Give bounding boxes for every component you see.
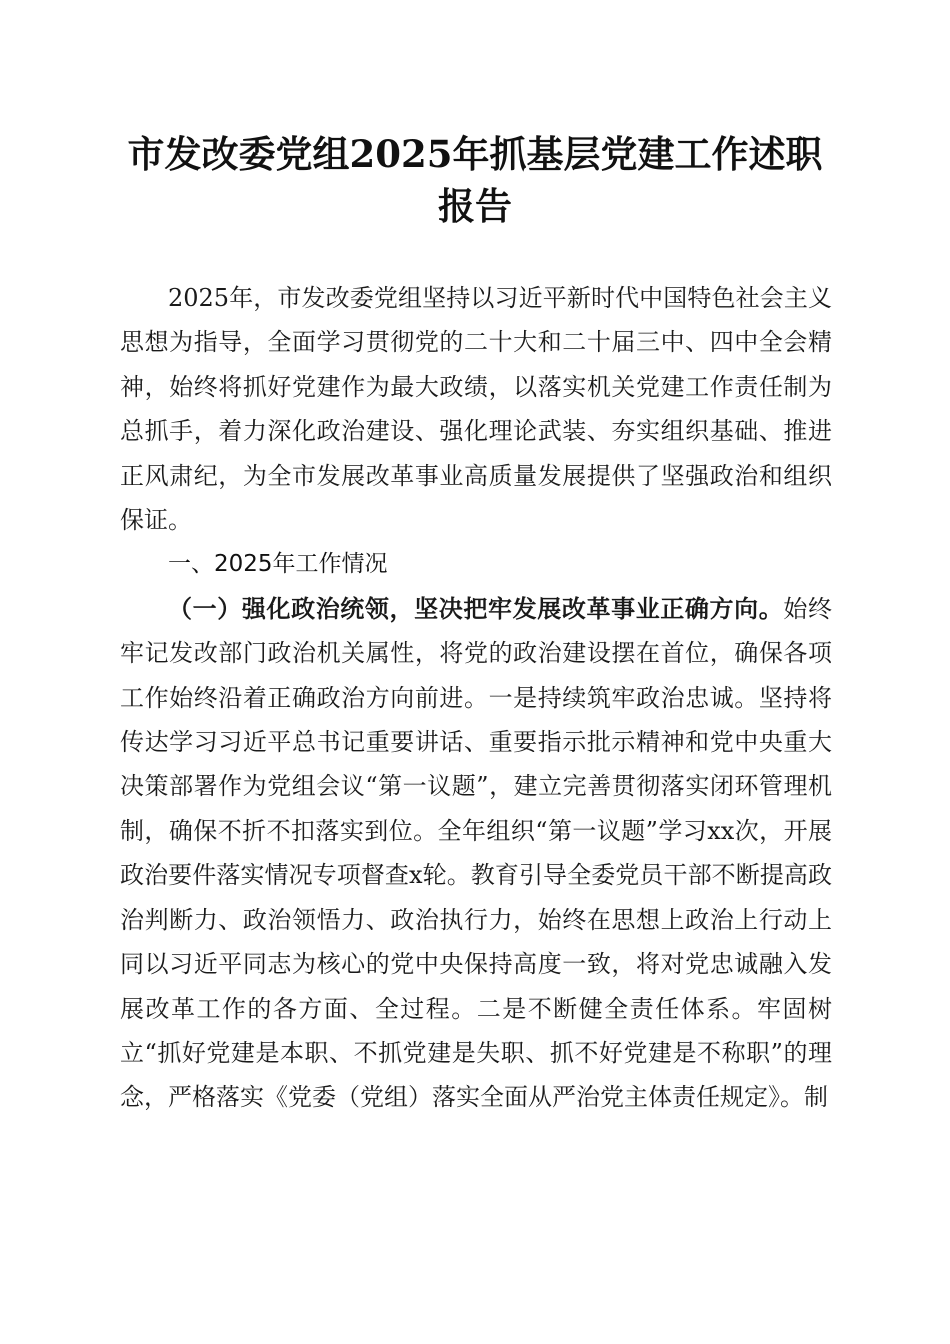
section-heading: 一、2025年工作情况 bbox=[168, 551, 388, 578]
subsection-lead: （一）强化政治统领，坚决把牢发展改革事业正确方向。 bbox=[168, 593, 784, 623]
subsection-body: 始终牢记发改部门政治机关属性，将党的政治建设摆在首位，确保各项工作始终沿着正确政治方向前进。一是持续筑牢政治忠诚。坚持将传达学习习近平总书记重要讲话、重要指示批示精神和党中央重大决策部署作为党组会议“第一议题”，建立完善贯彻落实闭环管理机制，确保不折不扣落实到位。全年组织“第一议题”学习xx次，开展政治要件落实情况专项督查x轮。教育引导全委党员干部不断提高政治判断力、政治领悟力、政治执行力，始终在思想上政治上行动上同以习近平同志为核心的党中央保持高度一致，将对党忠诚融入发展改革工作的各方面、全过程。二是不断健全责任体系。牢固树立“抓好党建是本职、不抓党建是失职、抓不好党建是不称职”的理念，严格落实《党委（党组）落实全面从严治党主体责任规定》。制 bbox=[120, 594, 833, 1112]
intro-paragraph: 2025年，市发改委党组坚持以习近平新时代中国特色社会主义思想为指导，全面学习贯彻党的二十大和二十届三中、四中全会精神，始终将抓好党建作为最大政绩，以落实机关党建工作责任制为总抓手，着力深化政治建设、强化理论武装、夯实组织基础、推进正风肃纪，为全市发展改革事业高质量发展提供了坚强政治和组织保证。 bbox=[120, 284, 832, 535]
document-body bbox=[120, 276, 832, 1120]
document-title: 市发改委党组2025年抓基层党建工作述职报告 bbox=[127, 132, 823, 228]
subsection-paragraph bbox=[120, 587, 832, 1120]
